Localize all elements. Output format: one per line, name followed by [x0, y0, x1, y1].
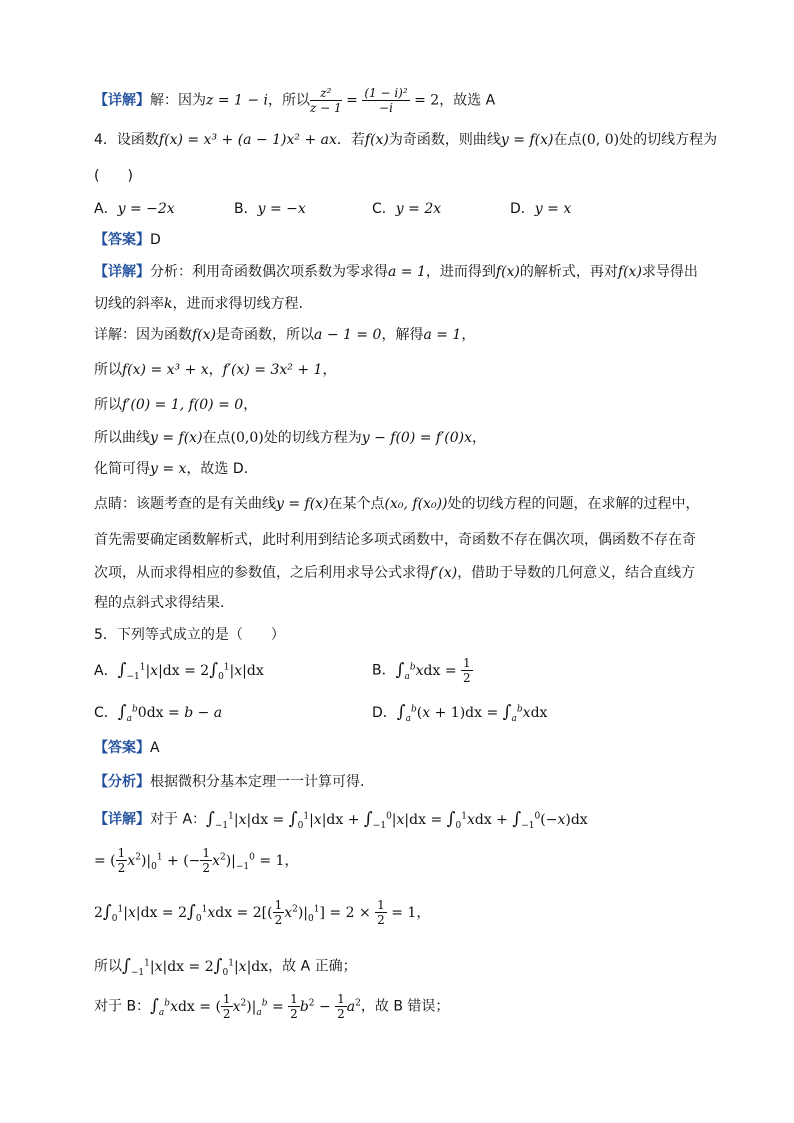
result: = 2 — [409, 92, 440, 109]
text: 在点 — [553, 132, 582, 148]
text: 处的切线方程为 — [619, 132, 718, 148]
text: 根据微积分基本定理一一计算可得. — [150, 774, 365, 790]
q4-note-line3 — [94, 563, 695, 583]
text: 所以 — [94, 362, 122, 378]
text: ，借助于导数的几何意义，结合直线方 — [457, 565, 696, 581]
fraction — [310, 86, 342, 115]
option-expr: y = −x — [257, 201, 306, 217]
text: ，所以 — [268, 92, 311, 109]
text: 详解：因为函数 — [94, 327, 192, 343]
q4-detail-line3 — [94, 395, 257, 415]
text: ．若 — [336, 132, 365, 148]
math-expr: f(x) = x³ + (a − 1)x² + ax — [158, 132, 337, 148]
option-letter: A． — [94, 201, 118, 217]
q4-option-b — [234, 198, 306, 218]
q4-note-line1 — [94, 494, 700, 514]
answer-value: D — [150, 232, 161, 248]
text: 为奇函数，则曲线 — [388, 132, 501, 148]
math-expr: f(x) — [495, 264, 520, 280]
q4-note-line4: 程的点斜式求得结果. — [94, 595, 225, 611]
text: 的解析式，再对 — [519, 264, 618, 280]
math-expr: f′(x) = 3x² + 1 — [222, 362, 323, 378]
text: 所以 — [94, 397, 122, 413]
q4-answer — [94, 230, 161, 250]
text: 在点 — [202, 430, 231, 446]
math-expr: y = f(x) — [150, 430, 203, 446]
equals: = — [341, 92, 363, 109]
option-expr: y = x — [534, 201, 572, 217]
answer-tag: 【答案】 — [94, 232, 150, 248]
q5-stem: 5．下列等式成立的是（ ） — [94, 627, 285, 643]
option-letter: B． — [372, 662, 396, 679]
text: ，解得 — [381, 327, 424, 343]
numerator: z² — [310, 86, 342, 101]
text: ，进而求得切线方程. — [172, 296, 303, 312]
math-expr: k — [164, 296, 173, 312]
math-expr: y = x — [150, 461, 187, 477]
math-expr: y = f(x) — [500, 132, 554, 148]
q5-option-a — [94, 660, 264, 682]
text: ， — [208, 362, 223, 378]
text: 对于 A： — [150, 811, 207, 828]
math-expr: f′(0) = 1, f(0) = 0 — [122, 397, 244, 413]
option-letter: A． — [94, 663, 118, 679]
q4-detail-line4 — [94, 428, 486, 448]
q4-analysis-line2 — [94, 294, 303, 314]
math-expr: $\int_a^bxdx$ = ( $\frac{1}{2}$ $x^2)|_a^b$ = $\frac{1}{2}$ $b^2$ − $\frac{1}{2}$ $a^2$ — [150, 992, 361, 1021]
text: 分析：利用奇函数偶次项系数为零求得 — [150, 264, 388, 280]
math-expr: f(x) — [617, 264, 642, 280]
math-expr: f(x) — [192, 327, 217, 343]
text: 所以曲线 — [94, 430, 150, 446]
option-expr: y = −2x — [117, 201, 175, 217]
option-letter: C． — [94, 705, 118, 721]
math-expr: a = 1 — [388, 264, 426, 280]
text: 次项，从而求得相应的参数值，之后利用求导公式求得 — [94, 565, 430, 581]
text: ， — [322, 362, 337, 378]
option-expr: $\int_a^b(x + 1)dx = \int_a^bxdx$ — [396, 702, 548, 724]
option-expr: $\int_{-1}^1|x|dx = 2\int_0^1|x|dx$ — [117, 660, 264, 682]
q4-option-c — [372, 198, 441, 218]
text: ， — [243, 397, 258, 413]
math-expr: (0, 0) — [581, 132, 620, 148]
q5-detail-line2 — [94, 846, 298, 876]
option-letter: D． — [510, 201, 535, 217]
analysis-tag: 【分析】 — [94, 774, 150, 790]
option-expr: $\int_a^bxdx$ = $\frac{1}{2}$ — [395, 656, 471, 685]
text: ，进而得到 — [425, 264, 496, 280]
q4-detail-line5 — [94, 459, 248, 479]
denominator: −i — [379, 101, 393, 115]
q5-answer — [94, 738, 160, 758]
text: 点睛：该题考查的是有关曲线 — [94, 496, 276, 512]
math-expr: $\int_{-1}^1|x|dx = \int_0^1|x|dx + \int_{-1}^0|x|dx = \int_0^1xdx + \int_{-1}^0(-x)dx$ — [206, 808, 588, 831]
text: 处的切线方程的问题，在求解的过程中， — [447, 496, 700, 512]
option-expr: y = 2x — [395, 201, 442, 217]
text: ，故选 D. — [186, 461, 249, 477]
q4-analysis-line1 — [94, 262, 698, 282]
answer-value: A — [150, 740, 160, 756]
option-expr: $\int_a^b0dx = b - a$ — [117, 702, 223, 724]
answer-tag: 【答案】 — [94, 740, 150, 756]
q4-option-a — [94, 198, 175, 218]
q5-option-b — [372, 656, 473, 685]
text: 所以 — [94, 958, 122, 975]
option-letter: C． — [372, 201, 396, 217]
q4-detail-line1 — [94, 325, 475, 345]
q4-option-d — [510, 198, 571, 218]
detail-tag: 【详解】 — [94, 264, 150, 280]
math-expr: z = 1 − i — [206, 92, 269, 109]
q4-stem — [94, 130, 717, 150]
numerator: (1 − i)² — [364, 86, 408, 100]
option-letter: D． — [372, 705, 397, 721]
text: ， — [472, 430, 487, 446]
math-expr: y − f(0) = f′(0)x — [361, 430, 473, 446]
q5-detail-line4 — [94, 953, 357, 982]
math-expr: f′(x) — [430, 565, 458, 581]
q5-option-c — [94, 702, 222, 724]
math-expr: $\int_{-1}^1|x|dx = 2\int_0^1|x|dx$ — [122, 955, 269, 978]
q5-detail-line1 — [94, 806, 588, 835]
fraction — [362, 86, 409, 115]
text: 4．设函数 — [94, 132, 159, 148]
text: 求导得出 — [641, 264, 698, 280]
math-expr: (0,0) — [230, 430, 264, 446]
math-expr: $2\int_0^1|x|dx = 2\int_0^1xdx = 2$[( $\frac{1}{2}$ $x^2)|_0^1] = 2$ × $\frac{1}{2}$ = 1， — [94, 898, 431, 927]
q5-detail-line5 — [94, 992, 449, 1022]
math-expr: f(x) = x³ + x — [122, 362, 209, 378]
math-expr: a = 1 — [423, 327, 462, 343]
q5-analysis — [94, 772, 364, 792]
text: 解：因为 — [150, 92, 206, 109]
math-expr: y = f(x) — [276, 496, 329, 512]
q5-detail-line3 — [94, 898, 430, 928]
detail-tag: 【详解】 — [94, 92, 150, 109]
q4-detail-line2 — [94, 360, 336, 380]
text: ，故 A 正确； — [268, 958, 357, 975]
text: 对于 B： — [94, 998, 151, 1015]
math-expr: f(x) — [364, 132, 389, 148]
text: ，故 B 错误； — [360, 998, 450, 1015]
text: 是奇函数，所以 — [216, 327, 315, 343]
q5-option-d — [372, 702, 547, 724]
text: 化简可得 — [94, 461, 150, 477]
q4-note-line2: 首先需要确定函数解析式，此时利用到结论多项式函数中，奇函数不存在偶次项，偶函数不存在奇 — [94, 532, 696, 548]
math-expr: (x₀, f(x₀)) — [384, 496, 448, 512]
denominator: z − 1 — [310, 101, 342, 115]
text: ， — [461, 327, 476, 343]
math-expr: = ( $\frac{1}{2}$ $x^2)|_0^1$ + (− $\frac{1}{2}$ $x^2)|_{-1}^0 = 1$， — [94, 846, 299, 875]
option-letter: B． — [234, 201, 258, 217]
q3-detail-line — [94, 86, 495, 115]
math-expr: a − 1 = 0 — [314, 327, 382, 343]
text: 处的切线方程为 — [263, 430, 362, 446]
text: ，故选 A — [439, 92, 496, 109]
text: 切线的斜率 — [94, 296, 164, 312]
q4-paren: ( ) — [94, 168, 133, 184]
detail-tag: 【详解】 — [94, 811, 150, 828]
text: 在某个点 — [328, 496, 385, 512]
